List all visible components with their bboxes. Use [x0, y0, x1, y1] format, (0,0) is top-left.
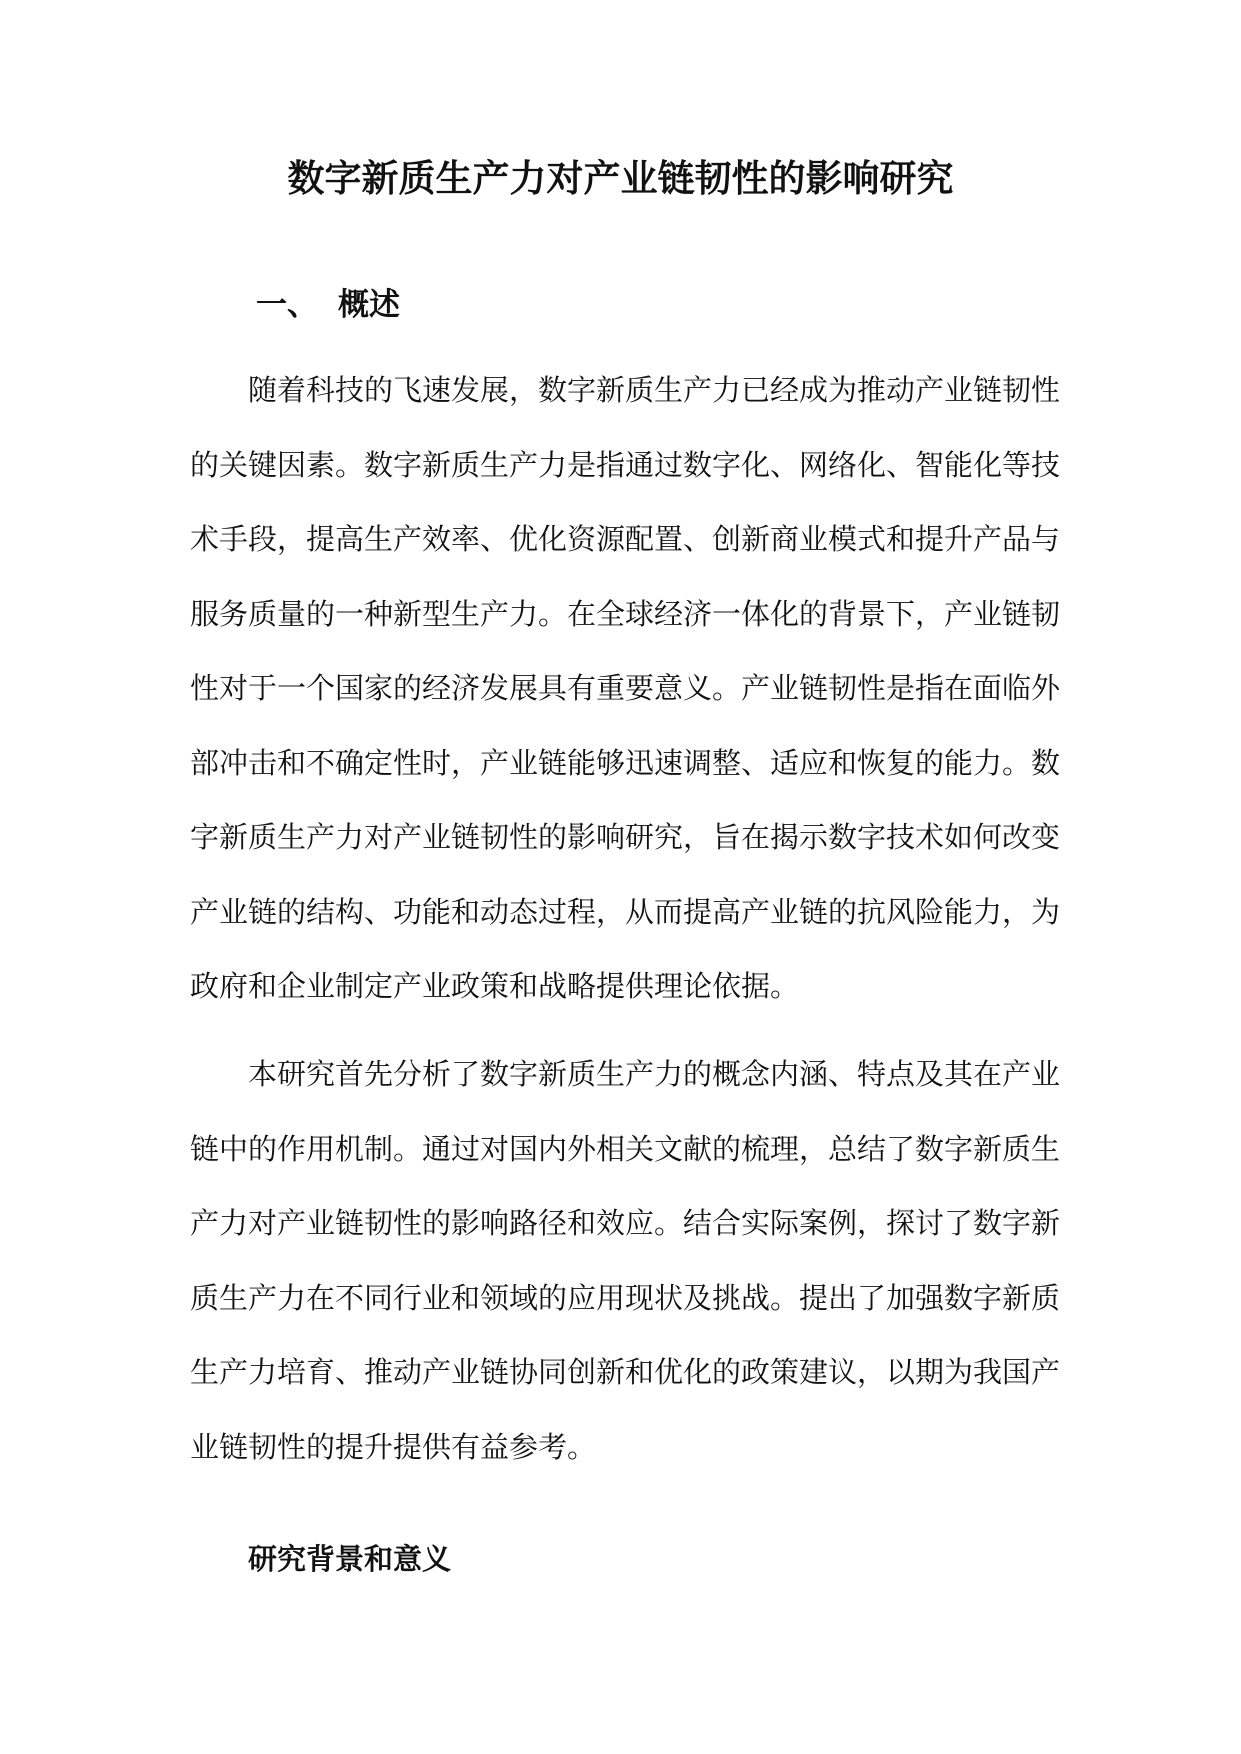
section-title: 概述	[338, 287, 400, 323]
section-heading	[256, 280, 400, 330]
subsection-heading: 研究背景和意义	[248, 1542, 452, 1576]
document-title: 数字新质生产力对产业链韧性的影响研究	[287, 156, 954, 200]
paragraph-2: 本研究首先分析了数字新质生产力的概念内涵、特点及其在产业链中的作用机制。通过对国内外相关文献的梳理，总结了数字新质生产力对产业链韧性的影响路径和效应。结合实际案例，探讨了数字新质生产力在不同行业和领域的应用现状及挑战。提出了加强数字新质生产力培育、推动产业链协同创新和优化的政策建议，以期为我国产业链韧性的提升提供有益参考。	[190, 1057, 1061, 1464]
paragraph-1: 随着科技的飞速发展，数字新质生产力已经成为推动产业链韧性的关键因素。数字新质生产力是指通过数字化、网络化、智能化等技术手段，提高生产效率、优化资源配置、创新商业模式和提升产品与服务质量的一种新型生产力。在全球经济一体化的背景下，产业链韧性对于一个国家的经济发展具有重要意义。产业链韧性是指在面临外部冲击和不确定性时，产业链能够迅速调整、适应和恢复的能力。数字新质生产力对产业链韧性的影响研究，旨在揭示数字技术如何改变产业链的结构、功能和动态过程，从而提高产业链的抗风险能力，为政府和企业制定产业政策和战略提供理论依据。	[190, 373, 1061, 1003]
section-number: 一、	[256, 287, 318, 323]
